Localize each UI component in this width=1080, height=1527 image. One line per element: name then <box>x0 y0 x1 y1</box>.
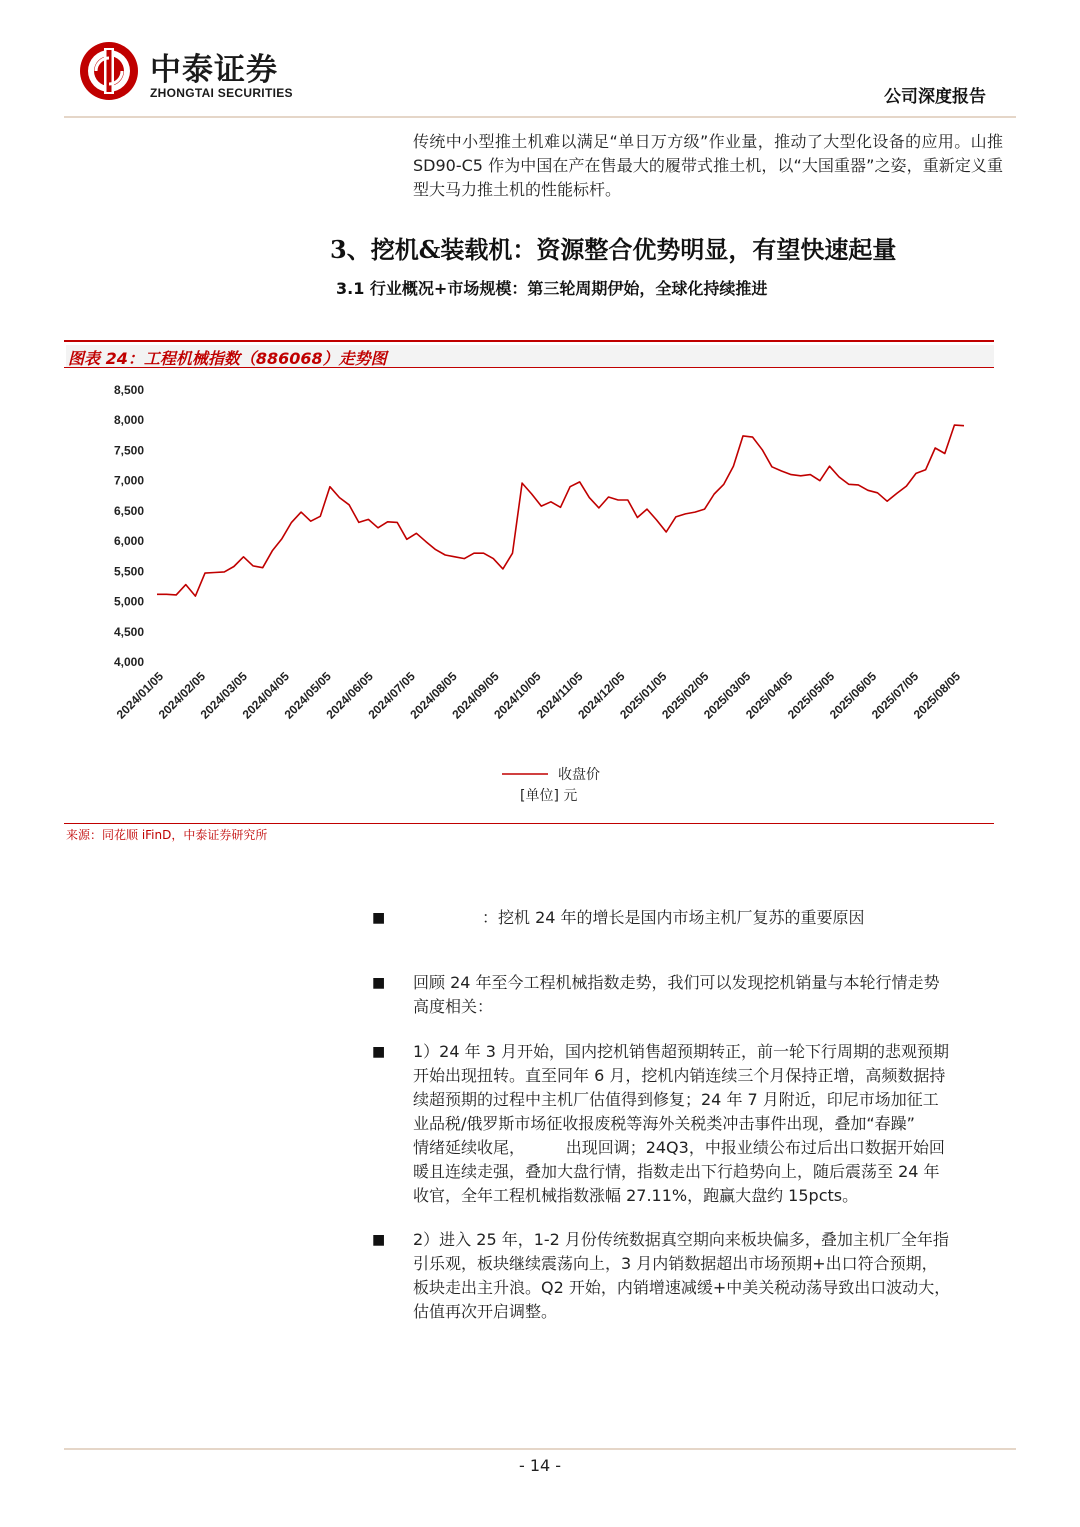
x-tick-label: 2025/05/05 <box>784 669 838 722</box>
x-tick-label: 2025/02/05 <box>659 669 712 722</box>
page-number: - 14 - <box>518 1456 562 1475</box>
bullet-line: 暖且连续走强，叠加大盘行情，指数走出下行趋势向上，随后震荡至 24 年 <box>413 1162 940 1181</box>
logo-chinese-name: 中泰证券 <box>150 52 278 88</box>
x-axis <box>114 669 964 722</box>
x-tick-label: 2024/04/05 <box>239 669 292 722</box>
index-line-chart <box>64 370 994 820</box>
x-tick-label: 2024/01/05 <box>113 669 167 722</box>
x-tick-label: 2025/03/05 <box>701 669 754 722</box>
section-title: 3、挖机&装载机：资源整合优势明显，有望快速起量 <box>330 235 897 264</box>
bullet-line: 开始出现扭转。直至同年 6 月，挖机内销连续三个月保持正增，高频数据持 <box>413 1066 946 1085</box>
x-tick-label: 2024/12/05 <box>575 669 628 722</box>
y-tick-label: 7,500 <box>113 443 144 458</box>
logo-english-name: ZHONGTAI SECURITIES <box>150 86 293 100</box>
bullet-line: 1）24 年 3 月开始，国内挖机销售超预期转正，前一轮下行周期的悲观预期 <box>413 1042 949 1061</box>
y-tick-label: 7,000 <box>113 473 144 488</box>
bullet-marker: ■ <box>372 1232 386 1248</box>
x-tick-label: 2024/06/05 <box>323 669 376 722</box>
section-subtitle: 3.1 行业概况+市场规模：第三轮周期伊始，全球化持续推进 <box>336 279 768 298</box>
x-tick-label: 2024/10/05 <box>491 669 544 722</box>
bullet-line: 板块走出主升浪。Q2 开始，内销增速减缓+中美关税动荡导致出口波动大， <box>413 1278 951 1297</box>
bullet-line: 2）进入 25 年，1-2 月份传统数据真空期向来板块偏多，叠加主机厂全年指 <box>413 1230 949 1249</box>
y-tick-label: 5,000 <box>113 594 144 609</box>
report-type-label: 公司深度报告 <box>884 87 986 107</box>
bullet-text-2 <box>413 971 1003 1019</box>
bullet-line: 引乐观，板块继续震荡向上，3 月内销数据超出市场预期+出口符合预期， <box>413 1254 938 1273</box>
bullet-line: 收官，全年工程机械指数涨幅 27.11%，跑赢大盘约 15pcts。 <box>413 1186 859 1205</box>
bullet-text-3 <box>413 1040 1003 1208</box>
figure-caption-bar <box>66 345 994 367</box>
bullet-line: 估值再次开启调整。 <box>413 1302 558 1321</box>
zhongtai-logo-icon <box>78 40 140 102</box>
x-tick-label: 2025/04/05 <box>742 669 796 722</box>
y-tick-label: 6,500 <box>113 503 144 518</box>
bullet-line: 续超预期的过程中主机厂估值得到修复；24 年 7 月附近，印尼市场加征工 <box>413 1090 939 1109</box>
x-tick-label: 2025/01/05 <box>617 669 670 722</box>
x-tick-label: 2024/09/05 <box>449 669 502 722</box>
y-axis <box>114 383 144 669</box>
y-tick-label: 8,500 <box>113 383 144 397</box>
bullet-line: 回顾 24 年至今工程机械指数走势，我们可以发现挖机销量与本轮行情走势 <box>413 973 940 992</box>
figure-caption-rule <box>64 367 994 368</box>
x-tick-label: 2025/08/05 <box>910 669 964 722</box>
footer-divider <box>64 1448 1016 1450</box>
legend-unit: [单位] 元 <box>520 788 578 804</box>
bullet-text-4 <box>413 1228 1003 1324</box>
bullet-marker: ■ <box>372 1044 386 1060</box>
chart-legend <box>502 766 600 804</box>
bullet-marker: ■ <box>372 910 386 926</box>
series-group <box>157 425 964 596</box>
bullet-line: 情绪延续收尾， 出现回调；24Q3，中报业绩公布过后出口数据开始回 <box>413 1138 945 1157</box>
figure-caption: 图表 24：工程机械指数（886068）走势图 <box>68 349 387 368</box>
bullet-line: 高度相关： <box>413 997 494 1016</box>
bullet-text-1: ：挖机 24 年的增长是国内市场主机厂复苏的重要原因 <box>482 908 865 927</box>
company-logo <box>78 40 328 108</box>
x-tick-label: 2024/08/05 <box>407 669 460 722</box>
series-line <box>157 425 964 596</box>
figure-source: 来源：同花顺 iFinD，中泰证券研究所 <box>66 828 268 842</box>
figure-bottom-rule <box>64 823 994 824</box>
x-tick-label: 2024/05/05 <box>281 669 334 722</box>
y-tick-label: 8,000 <box>113 413 144 428</box>
x-tick-label: 2024/11/05 <box>533 669 586 722</box>
y-tick-label: 4,500 <box>113 624 144 639</box>
header-divider <box>64 116 1016 118</box>
intro-paragraph: 传统中小型推土机难以满足“单日万方级”作业量，推动了大型化设备的应用。山推 SD90-C5 作为中国在产在售最大的履带式推土机，以“大国重器”之姿，重新定义重型大马力推土机的性能标杆。 <box>413 132 1003 199</box>
x-tick-label: 2024/07/05 <box>365 669 418 722</box>
y-tick-label: 6,000 <box>113 534 144 549</box>
x-tick-label: 2024/03/05 <box>197 669 251 722</box>
x-tick-label: 2025/07/05 <box>868 669 922 722</box>
bullet-marker: ■ <box>372 975 386 991</box>
y-tick-label: 4,000 <box>113 655 144 669</box>
legend-series-name: 收盘价 <box>558 767 600 783</box>
y-tick-label: 5,500 <box>113 564 144 579</box>
bullet-line: 业品税/俄罗斯市场征收报废税等海外关税类冲击事件出现，叠加“春躁” <box>413 1114 915 1133</box>
figure-top-rule <box>64 340 994 342</box>
x-tick-label: 2025/06/05 <box>826 669 880 722</box>
x-tick-label: 2024/02/05 <box>155 669 209 722</box>
